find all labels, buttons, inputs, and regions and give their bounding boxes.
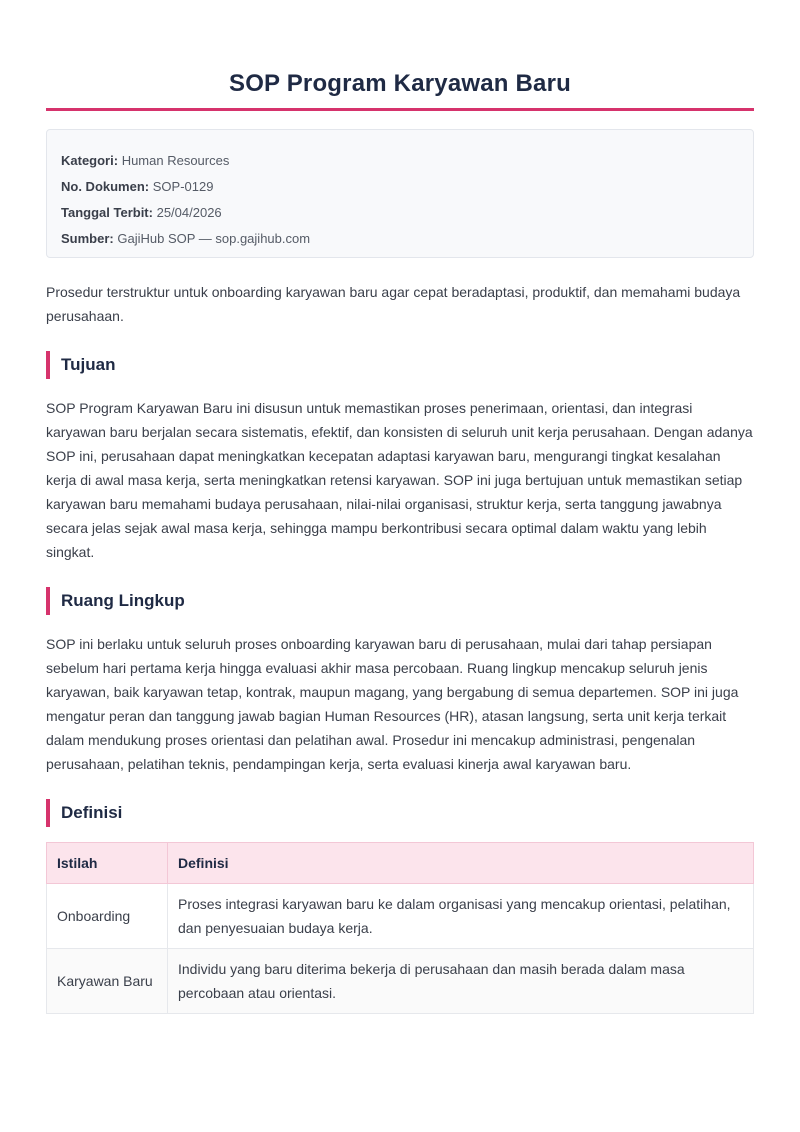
meta-sumber xyxy=(61,226,739,252)
meta-terbit-label: Tanggal Terbit: xyxy=(61,205,153,220)
definition-cell: Proses integrasi karyawan baru ke dalam organisasi yang mencakup orientasi, pelatihan, dan penyesuaian budaya kerja. xyxy=(168,884,754,949)
section-heading-ruang-lingkup: Ruang Lingkup xyxy=(46,587,754,615)
section-heading-tujuan: Tujuan xyxy=(46,351,754,379)
table-header-row xyxy=(47,843,754,884)
table-row xyxy=(47,949,754,1014)
column-header-definisi: Definisi xyxy=(168,843,754,884)
meta-kategori-value: Human Resources xyxy=(121,153,230,168)
metadata-box xyxy=(46,129,754,258)
meta-dokumen xyxy=(61,174,739,200)
section-heading-definisi: Definisi xyxy=(46,799,754,827)
section-body-ruang-lingkup: SOP ini berlaku untuk seluruh proses onboarding karyawan baru di perusahaan, mulai dari tahap persiapan sebelum hari pertama kerja hingga evaluasi akhir masa percobaan. Ruang lingkup mencakup seluruh jenis karyawan, baik karyawan tetap, kontrak, maupun magang, yang bergabung di semua departemen. SOP ini juga mengatur peran dan tanggung jawab bagian Human Resources (HR), atasan langsung, serta unit kerja terkait dalam mendukung proses orientasi dan pelatihan awal. Prosedur ini mencakup administrasi, pengenalan perusahaan, pelatihan teknis, pendampingan kerja, serta evaluasi kinerja awal karyawan baru. xyxy=(46,636,739,772)
meta-sumber-value: GajiHub SOP — sop.gajihub.com xyxy=(117,231,311,246)
term-cell: Karyawan Baru xyxy=(47,949,168,1014)
table-row xyxy=(47,884,754,949)
meta-sumber-label: Sumber: xyxy=(61,231,114,246)
meta-terbit-value: 25/04/2026 xyxy=(156,205,222,220)
meta-dokumen-label: No. Dokumen: xyxy=(61,179,150,194)
definition-cell: Individu yang baru diterima bekerja di perusahaan dan masih berada dalam masa percobaan atau orientasi. xyxy=(168,949,754,1014)
section-body-tujuan: SOP Program Karyawan Baru ini disusun untuk memastikan proses penerimaan, orientasi, dan integrasi karyawan baru berjalan secara sistematis, efektif, dan konsisten di seluruh unit kerja perusahaan. Dengan adanya SOP ini, perusahaan dapat meningkatkan kecepatan adaptasi karyawan baru, mengurangi tingkat kesalahan kerja di awal masa kerja, serta meningkatkan retensi karyawan. SOP ini juga bertujuan untuk memastikan setiap karyawan baru memahami budaya perusahaan, nilai-nilai organisasi, struktur kerja, serta tanggung jawabnya secara jelas sejak awal masa kerja, sehingga mampu berkontribusi secara optimal dalam waktu yang lebih singkat. xyxy=(46,400,753,560)
definitions-table xyxy=(46,842,754,1014)
term-cell: Onboarding xyxy=(47,884,168,949)
title-divider xyxy=(46,108,754,111)
meta-kategori-label: Kategori: xyxy=(61,153,119,168)
column-header-istilah: Istilah xyxy=(47,843,168,884)
meta-dokumen-value: SOP-0129 xyxy=(152,179,214,194)
meta-kategori xyxy=(61,148,739,174)
page-title: SOP Program Karyawan Baru xyxy=(228,70,572,97)
meta-terbit xyxy=(61,200,739,226)
intro-paragraph: Prosedur terstruktur untuk onboarding karyawan baru agar cepat beradaptasi, produktif, dan memahami budaya perusahaan. xyxy=(46,284,741,324)
